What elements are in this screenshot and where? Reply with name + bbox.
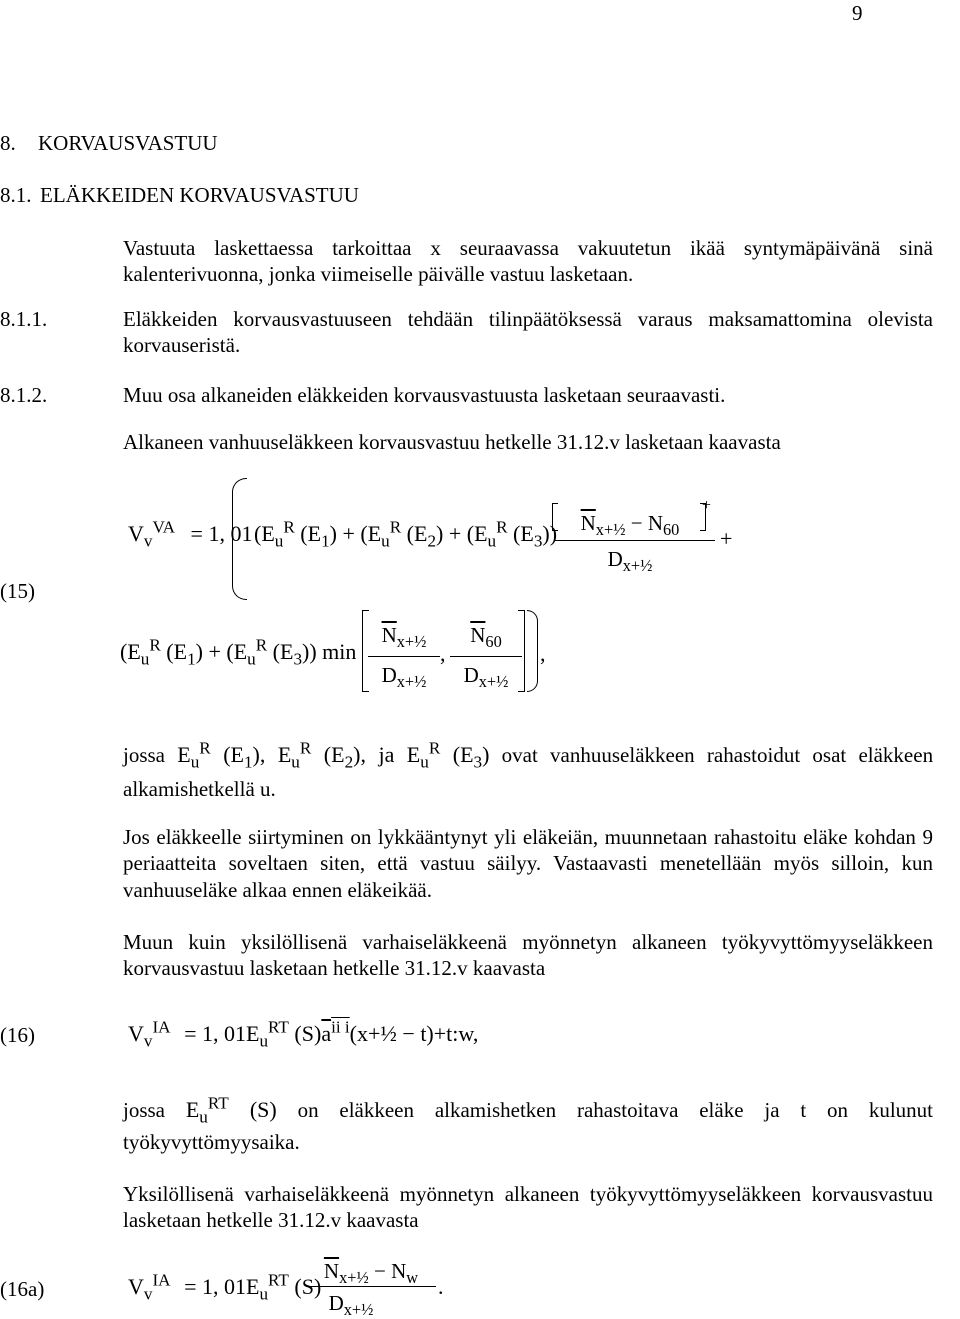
eq15-plus: + (720, 526, 733, 551)
eq15-frac-b-den: $D_{x+\frac{1}{2}}$ (463, 663, 509, 692)
subsection-number: 8.1. (0, 183, 32, 207)
item-811-text: Eläkkeiden korvausvastuuseen tehdään tilinpäätöksessä varaus maksamattomina olevista korvauseristä. (123, 307, 933, 358)
section-number: 8. (0, 131, 16, 155)
eq16a-den: $D_{x+\frac{1}{2}}$ (328, 1291, 374, 1319)
eq15-trailing-comma: , (540, 641, 546, 666)
eq15-line1-terms: ($E_u^R$ $(E_1) + (E_u^R$ $(E_2) + (E_u^R$ $(E_3)$) (254, 517, 558, 551)
eq16-body: $V_v^{IA} = 1$, $01E_u^{RT}$ $(S)\overline{a}^{ii i}(x+\frac{1}{2}$ − t)+t:w, (128, 1017, 479, 1051)
eq15-plus-superscript: + (702, 497, 712, 514)
para-muun: Muun kuin yksilöllisenä varhaiseläkkeenä myönnetyn alkaneen työkyvyttömyyseläkkeen korvausvastuu lasketaan hetkelle 31.12.v kaavasta (123, 930, 933, 981)
subsection-title: ELÄKKEIDEN KORVAUSVASTUU (40, 183, 359, 207)
jossa15-text: jossa $E_u^R$ $(E_1)$, $E_u^R$ $(E_2)$, ja $E_u^R$ $(E_3)$ ovat vanhuuseläkkeen rahastoidut osat eläkkeen alkamishetkellä u. (123, 738, 934, 801)
para-yks: Yksilöllisenä varhaiseläkkeenä myönnetyn alkaneen työkyvyttömyyseläkkeen korvausvastuu lasketaan hetkelle 31.12.v kaavasta (123, 1182, 933, 1233)
eq15-frac1-num: $\overline{N}_{x+\frac{1}{2}} - N_{60}$ (580, 511, 680, 540)
eq15-right-brace (527, 610, 538, 692)
alkaneen-line: Alkaneen vanhuuseläkkeen korvausvastuu hetkelle 31.12.v lasketaan kaavasta (123, 430, 781, 454)
eq15-comma: , (440, 641, 446, 666)
eq15-frac-a-den: $D_{x+\frac{1}{2}}$ (381, 663, 427, 692)
intro-paragraph: Vastuuta laskettaessa tarkoittaa x seuraavassa vakuutetun ikää syntymäpäivänä sinä kalenterivuonna, jonka viimeiselle päivälle vastuu lasketaan. (123, 236, 933, 287)
jossa16-text: jossa $E_u^{RT}$ (S) on eläkkeen alkamishetken rahastoitava eläke ja t on kulunut työkyvyttömyysaika. (123, 1093, 933, 1154)
eq15-frac-b-num: $\overline{N}_{60}$ (470, 623, 502, 652)
eq16a-frac-line (306, 1286, 436, 1287)
eq15-bracket-left (552, 503, 558, 531)
eq15-line2-terms: ($E_u^R$ $(E_1) + (E_u^R$ $(E_3)$) min (120, 635, 357, 669)
eq16a-num: $\overline{N}_{x+\frac{1}{2}} - N_w$ (323, 1259, 419, 1288)
eq15-lhs: $V_v^{VA} = 1$, 01 (128, 517, 253, 551)
eq15-left-brace (232, 478, 247, 600)
page-number: 9 (852, 1, 863, 25)
item-811-number: 8.1.1. (0, 307, 48, 331)
eq15-frac-b-line (450, 656, 522, 657)
eq15-frac-a-num: $\overline{N}_{x+\frac{1}{2}}$ (381, 623, 427, 652)
item-812-number: 8.1.2. (0, 383, 48, 407)
eq15-min-bracket-right (518, 610, 525, 692)
eq15-frac1-line (555, 540, 715, 541)
eq15-frac-a-line (368, 656, 440, 657)
eq15-frac1-den: $D_{x+\frac{1}{2}}$ (607, 547, 653, 576)
eq16-label: (16) (0, 1023, 35, 1047)
section-title: KORVAUSVASTUU (38, 131, 218, 155)
item-812-text: Muu osa alkaneiden eläkkeiden korvausvastuusta lasketaan seuraavasti. (123, 383, 726, 407)
eq15-label: (15) (0, 579, 35, 603)
para-jos: Jos eläkkeelle siirtyminen on lykkääntynyt yli eläkeiän, muunnetaan rahastoitu eläke kohdan 9 periaatteita soveltaen siten, että vastuu säilyy. Vastaavasti menetellään myös silloin, kun vanhuuseläke alkaa ennen eläkeikää. (123, 825, 933, 902)
eq16a-lhs: $V_v^{IA} = 1$, $01E_u^{RT}$ (S) (128, 1270, 322, 1304)
eq16a-end: . (438, 1274, 444, 1299)
eq16a-label: (16a) (0, 1277, 45, 1301)
